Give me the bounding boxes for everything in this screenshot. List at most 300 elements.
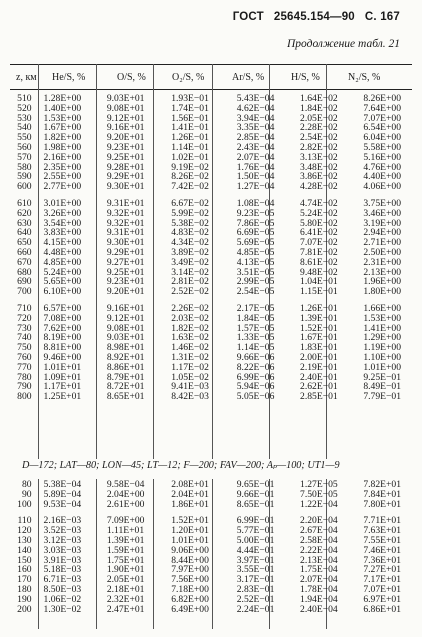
value-cell: 9.58E−04 — [106, 480, 145, 490]
value-cell: 4.74E−02 — [300, 198, 338, 209]
altitude-cell: 590 — [17, 172, 32, 183]
table-row — [0, 209, 422, 219]
value-cell: 2.13E+00 — [363, 267, 401, 278]
value-cell: 1.29E+00 — [363, 333, 401, 344]
value-cell: 7.81E−02 — [300, 247, 338, 258]
value-cell: 6.10E+00 — [43, 287, 82, 297]
value-cell: 1.05E−02 — [171, 372, 209, 383]
value-cell: 2.94E+00 — [363, 228, 401, 239]
table-row — [0, 546, 422, 556]
value-cell: 7.82E+01 — [363, 480, 401, 490]
value-cell: 9.25E+01 — [106, 267, 145, 278]
value-cell: 2.71E+00 — [363, 238, 401, 248]
value-cell: 8.22E−06 — [236, 362, 275, 373]
value-cell: 4.85E+00 — [43, 257, 82, 268]
value-cell: 1.01E+00 — [363, 362, 401, 373]
altitude-cell: 90 — [21, 489, 32, 500]
value-cell: 3.26E+00 — [43, 208, 82, 219]
value-cell: 3.52E−03 — [43, 526, 82, 536]
value-cell: 1.14E−05 — [236, 343, 275, 353]
value-cell: 7.50E−05 — [300, 489, 338, 500]
data-table-upper — [0, 94, 422, 402]
value-cell: 5.18E−03 — [43, 565, 82, 576]
value-cell: 2.07E−04 — [300, 575, 338, 585]
value-cell: 7.07E+00 — [363, 113, 401, 124]
header-number: 25645.154—90 — [273, 11, 355, 23]
table-row — [0, 123, 422, 133]
value-cell: 6.54E+00 — [363, 123, 401, 134]
altitude-cell: 670 — [17, 257, 32, 268]
value-cell: 2.81E−02 — [171, 277, 209, 288]
altitude-cell: 650 — [17, 238, 32, 248]
value-cell: 7.08E+00 — [43, 313, 82, 324]
altitude-cell: 760 — [17, 352, 32, 363]
value-cell: 1.83E−01 — [300, 343, 338, 353]
altitude-cell: 680 — [17, 267, 32, 278]
value-cell: 2.13E−04 — [300, 555, 338, 566]
table-row — [0, 565, 422, 575]
value-cell: 5.05E−06 — [236, 392, 275, 402]
table-row — [0, 353, 422, 363]
column-header-2: O/S, % — [117, 72, 146, 83]
value-cell: 8.26E+00 — [363, 94, 401, 104]
value-cell: 7.17E+01 — [363, 575, 401, 585]
altitude-cell: 600 — [17, 182, 32, 192]
altitude-cell: 620 — [17, 208, 32, 219]
table-row — [0, 153, 422, 163]
value-cell: 9.23E−05 — [236, 208, 275, 219]
value-cell: 8.72E+01 — [106, 382, 145, 393]
value-cell: 1.01E+01 — [43, 362, 82, 373]
value-cell: 1.27E−05 — [300, 480, 338, 490]
value-cell: 8.26E−02 — [171, 172, 209, 183]
altitude-cell: 200 — [17, 604, 32, 615]
table-row — [0, 343, 422, 353]
value-cell: 9.41E−03 — [171, 382, 209, 393]
value-cell: 6.57E+00 — [43, 303, 82, 314]
table-continuation: Продолжение табл. 21 — [287, 38, 400, 50]
value-cell: 1.17E+01 — [43, 382, 82, 393]
value-cell: 7.64E+00 — [363, 103, 401, 114]
value-cell: 1.94E−04 — [300, 594, 338, 605]
value-cell: 1.17E−02 — [171, 362, 209, 373]
altitude-cell: 630 — [17, 218, 32, 229]
value-cell: 2.35E+00 — [43, 162, 82, 173]
column-header-row — [0, 69, 422, 89]
value-cell: 8.61E−02 — [300, 257, 338, 268]
value-cell: 6.49E+00 — [171, 604, 209, 615]
value-cell: 9.06E+00 — [171, 545, 209, 556]
value-cell: 4.44E−01 — [236, 545, 275, 556]
value-cell: 3.51E−05 — [236, 267, 275, 278]
table-row — [0, 516, 422, 526]
value-cell: 7.56E+00 — [171, 575, 209, 585]
altitude-cell: 530 — [17, 113, 32, 124]
table-row — [0, 258, 422, 268]
value-cell: 1.22E−04 — [300, 499, 338, 510]
value-cell: 8.98E+01 — [106, 343, 145, 353]
value-cell: 1.09E+01 — [43, 372, 82, 383]
altitude-cell: 140 — [17, 545, 32, 556]
value-cell: 1.27E−04 — [236, 182, 275, 192]
value-cell: 9.25E+01 — [106, 152, 145, 163]
value-cell: 7.46E+01 — [363, 545, 401, 556]
value-cell: 1.53E+00 — [363, 313, 401, 324]
column-header-1: He/S, % — [52, 72, 86, 83]
value-cell: 1.26E−01 — [171, 133, 209, 143]
value-cell: 1.06E−02 — [43, 594, 82, 605]
table-row — [0, 363, 422, 373]
value-cell: 1.52E−01 — [300, 323, 338, 334]
value-cell: 1.52E+01 — [171, 516, 209, 527]
value-cell: 6.71E−03 — [43, 575, 82, 585]
value-cell: 2.17E−05 — [236, 303, 275, 314]
value-cell: 5.38E−04 — [43, 480, 82, 490]
value-cell: 2.54E−05 — [236, 287, 275, 297]
value-cell: 2.00E−01 — [300, 352, 338, 363]
value-cell: 1.26E−01 — [300, 303, 338, 314]
table-row — [0, 163, 422, 173]
value-cell: 3.35E−04 — [236, 123, 275, 134]
value-cell: 1.84E−02 — [300, 103, 338, 114]
value-cell: 7.80E+01 — [363, 499, 401, 510]
value-cell: 5.24E−02 — [300, 208, 338, 219]
value-cell: 1.80E+00 — [363, 287, 401, 297]
column-header-0: z, км — [16, 72, 37, 83]
altitude-cell: 750 — [17, 343, 32, 353]
value-cell: 2.54E−02 — [300, 133, 338, 143]
altitude-cell: 780 — [17, 372, 32, 383]
value-cell: 9.12E+01 — [106, 313, 145, 324]
value-cell: 5.65E+00 — [43, 277, 82, 288]
value-cell: 6.41E−02 — [300, 228, 338, 239]
value-cell: 9.48E−02 — [300, 267, 338, 278]
value-cell: 2.05E+01 — [106, 575, 145, 585]
value-cell: 1.39E−01 — [300, 313, 338, 324]
value-cell: 2.07E−04 — [236, 152, 275, 163]
table-row — [0, 500, 422, 510]
altitude-cell: 170 — [17, 575, 32, 585]
value-cell: 1.41E−01 — [171, 123, 209, 134]
value-cell: 5.16E+00 — [363, 152, 401, 163]
value-cell: 6.04E+00 — [363, 133, 401, 143]
value-cell: 8.79E+01 — [106, 372, 145, 383]
value-cell: 9.29E+01 — [106, 247, 145, 258]
table-row — [0, 333, 422, 343]
value-cell: 9.23E+01 — [106, 277, 145, 288]
value-cell: 1.75E−04 — [300, 565, 338, 576]
value-cell: 2.04E+01 — [171, 489, 209, 500]
value-cell: 7.36E+01 — [363, 555, 401, 566]
value-cell: 8.50E−03 — [43, 584, 82, 595]
value-cell: 2.16E−03 — [43, 516, 82, 527]
value-cell: 3.49E−02 — [171, 257, 209, 268]
altitude-cell: 770 — [17, 362, 32, 373]
altitude-cell: 700 — [17, 287, 32, 297]
value-cell: 8.44E+00 — [171, 555, 209, 566]
table-row — [0, 94, 422, 104]
table-row — [0, 228, 422, 238]
page-header — [223, 11, 400, 23]
value-cell: 4.83E−02 — [171, 228, 209, 239]
value-cell: 7.71E+01 — [363, 516, 401, 527]
table-row — [0, 382, 422, 392]
value-cell: 8.19E+00 — [43, 333, 82, 344]
value-cell: 7.42E−02 — [171, 182, 209, 192]
column-header-6: N₂/S, % — [348, 72, 381, 83]
value-cell: 7.27E+01 — [363, 565, 401, 576]
value-cell: 2.55E+00 — [43, 172, 82, 183]
value-cell: 4.15E+00 — [43, 238, 82, 248]
value-cell: 2.40E−04 — [300, 604, 338, 615]
header-rule — [10, 89, 412, 90]
value-cell: 6.82E+00 — [171, 594, 209, 605]
altitude-cell: 790 — [17, 382, 32, 393]
table-row — [0, 143, 422, 153]
altitude-cell: 160 — [17, 565, 32, 576]
value-cell: 8.65E+01 — [106, 392, 145, 402]
value-cell: 8.65E−01 — [236, 499, 275, 510]
value-cell: 2.67E−04 — [300, 526, 338, 536]
value-cell: 7.79E−01 — [363, 392, 401, 402]
value-cell: 9.32E+01 — [106, 218, 145, 229]
value-cell: 1.39E+01 — [106, 535, 145, 546]
value-cell: 6.97E+01 — [363, 594, 401, 605]
value-cell: 2.22E−04 — [300, 545, 338, 556]
value-cell: 7.55E+01 — [363, 535, 401, 546]
value-cell: 7.07E−02 — [300, 238, 338, 248]
value-cell: 2.43E−04 — [236, 142, 275, 153]
value-cell: 1.02E−01 — [171, 152, 209, 163]
value-cell: 9.30E+01 — [106, 182, 145, 192]
value-cell: 1.78E−04 — [300, 584, 338, 595]
altitude-cell: 130 — [17, 535, 32, 546]
value-cell: 2.85E−01 — [300, 392, 338, 402]
value-cell: 2.47E+01 — [106, 604, 145, 615]
table-row — [0, 238, 422, 248]
value-cell: 2.26E−02 — [171, 303, 209, 314]
value-cell: 9.66E−01 — [236, 489, 275, 500]
value-cell: 3.13E−02 — [300, 152, 338, 163]
value-cell: 9.28E+01 — [106, 162, 145, 173]
table-row — [0, 526, 422, 536]
value-cell: 2.18E+01 — [106, 584, 145, 595]
value-cell: 8.81E+00 — [43, 343, 82, 353]
table-row — [0, 287, 422, 297]
value-cell: 1.63E−02 — [171, 333, 209, 344]
value-cell: 3.54E+00 — [43, 218, 82, 229]
value-cell: 7.84E+01 — [363, 489, 401, 500]
value-cell: 6.99E−01 — [236, 516, 275, 527]
value-cell: 2.58E−04 — [300, 535, 338, 546]
value-cell: 3.12E−03 — [43, 535, 82, 546]
value-cell: 4.48E+00 — [43, 247, 82, 258]
value-cell: 2.28E−02 — [300, 123, 338, 134]
value-cell: 5.89E−04 — [43, 489, 82, 500]
value-cell: 4.06E+00 — [363, 182, 401, 192]
value-cell: 9.31E+01 — [106, 228, 145, 239]
value-cell: 1.56E−01 — [171, 113, 209, 124]
value-cell: 2.03E−02 — [171, 313, 209, 324]
table-row — [0, 277, 422, 287]
column-header-3: O₂/S, % — [172, 72, 205, 83]
altitude-cell: 560 — [17, 142, 32, 153]
altitude-cell: 800 — [17, 392, 32, 402]
table-row — [0, 373, 422, 383]
table-row — [0, 268, 422, 278]
value-cell: 1.67E−01 — [300, 333, 338, 344]
table-row — [0, 536, 422, 546]
value-cell: 3.55E−01 — [236, 565, 275, 576]
value-cell: 1.93E−01 — [171, 94, 209, 104]
value-cell: 1.86E+01 — [171, 499, 209, 510]
value-cell: 1.75E+01 — [106, 555, 145, 566]
value-cell: 5.58E+00 — [363, 142, 401, 153]
altitude-cell: 520 — [17, 103, 32, 114]
value-cell: 9.08E+01 — [106, 323, 145, 334]
value-cell: 1.10E+00 — [363, 352, 401, 363]
value-cell: 1.67E+00 — [43, 123, 82, 134]
value-cell: 5.24E+00 — [43, 267, 82, 278]
value-cell: 1.90E+01 — [106, 565, 145, 576]
table-row — [0, 595, 422, 605]
value-cell: 7.63E+01 — [363, 526, 401, 536]
table-row — [0, 392, 422, 402]
table-row — [0, 172, 422, 182]
value-cell: 1.33E−05 — [236, 333, 275, 344]
value-cell: 3.17E−01 — [236, 575, 275, 585]
value-cell: 9.27E+01 — [106, 257, 145, 268]
altitude-cell: 720 — [17, 313, 32, 324]
value-cell: 1.25E+01 — [43, 392, 82, 402]
value-cell: 8.92E+01 — [106, 352, 145, 363]
column-header-5: H/S, % — [291, 72, 320, 83]
value-cell: 2.40E−01 — [300, 372, 338, 383]
value-cell: 8.86E+01 — [106, 362, 145, 373]
altitude-cell: 510 — [17, 94, 32, 104]
value-cell: 7.07E+01 — [363, 584, 401, 595]
value-cell: 1.76E−04 — [236, 162, 275, 173]
altitude-cell: 100 — [17, 499, 32, 510]
value-cell: 5.80E−02 — [300, 218, 338, 229]
altitude-cell: 80 — [21, 480, 32, 490]
value-cell: 1.84E−05 — [236, 313, 275, 324]
value-cell: 2.82E−02 — [300, 142, 338, 153]
value-cell: 2.85E−04 — [236, 133, 275, 143]
value-cell: 2.04E+00 — [106, 489, 145, 500]
altitude-cell: 150 — [17, 555, 32, 566]
value-cell: 3.94E−04 — [236, 113, 275, 124]
header-page: С. 167 — [364, 11, 400, 23]
value-cell: 2.32E+01 — [106, 594, 145, 605]
value-cell: 9.08E+01 — [106, 103, 145, 114]
header-gost: ГОСТ — [232, 11, 264, 23]
value-cell: 4.76E+00 — [363, 162, 401, 173]
value-cell: 5.00E−01 — [236, 535, 275, 546]
value-cell: 9.23E+01 — [106, 142, 145, 153]
value-cell: 9.31E+01 — [106, 198, 145, 209]
value-cell: 1.14E−01 — [171, 142, 209, 153]
value-cell: 2.52E−01 — [236, 594, 275, 605]
value-cell: 3.48E−02 — [300, 162, 338, 173]
value-cell: 1.04E−01 — [300, 277, 338, 288]
value-cell: 4.62E−04 — [236, 103, 275, 114]
value-cell: 9.03E+01 — [106, 333, 145, 344]
value-cell: 4.13E−05 — [236, 257, 275, 268]
altitude-cell: 190 — [17, 594, 32, 605]
value-cell: 1.82E+00 — [43, 133, 82, 143]
value-cell: 7.86E−05 — [236, 218, 275, 229]
value-cell: 3.14E−02 — [171, 267, 209, 278]
value-cell: 1.64E−02 — [300, 94, 338, 104]
altitude-cell: 740 — [17, 333, 32, 344]
value-cell: 3.46E+00 — [363, 208, 401, 219]
value-cell: 1.08E−04 — [236, 198, 275, 209]
value-cell: 5.99E−02 — [171, 208, 209, 219]
value-cell: 3.19E+00 — [363, 218, 401, 229]
value-cell: 4.34E−02 — [171, 238, 209, 248]
altitude-cell: 690 — [17, 277, 32, 288]
table-row — [0, 133, 422, 143]
value-cell: 2.83E−01 — [236, 584, 275, 595]
block-gap — [0, 192, 422, 199]
table-top-rule — [10, 64, 412, 65]
value-cell: 2.61E+00 — [106, 499, 145, 510]
value-cell: 9.66E−06 — [236, 352, 275, 363]
value-cell: 2.19E−01 — [300, 362, 338, 373]
value-cell: 6.67E−02 — [171, 198, 209, 209]
value-cell: 9.29E+01 — [106, 172, 145, 183]
value-cell: 9.03E+01 — [106, 94, 145, 104]
altitude-cell: 180 — [17, 584, 32, 595]
value-cell: 2.31E+00 — [363, 257, 401, 268]
value-cell: 2.20E−04 — [300, 516, 338, 527]
value-cell: 1.11E+01 — [106, 526, 145, 536]
value-cell: 2.62E−01 — [300, 382, 338, 393]
table-row — [0, 605, 422, 615]
value-cell: 3.89E−02 — [171, 247, 209, 258]
value-cell: 3.75E+00 — [363, 198, 401, 209]
value-cell: 7.18E+00 — [171, 584, 209, 595]
altitude-cell: 640 — [17, 228, 32, 239]
value-cell: 9.12E+01 — [106, 113, 145, 124]
value-cell: 1.28E+00 — [43, 94, 82, 104]
table-row — [0, 480, 422, 490]
column-header-4: Ar/S, % — [232, 72, 265, 83]
value-cell: 7.09E+00 — [106, 516, 145, 527]
table-row — [0, 199, 422, 209]
value-cell: 8.49E−01 — [363, 382, 401, 393]
value-cell: 3.97E−01 — [236, 555, 275, 566]
table-row — [0, 104, 422, 114]
value-cell: 1.30E−02 — [43, 604, 82, 615]
value-cell: 3.86E−02 — [300, 172, 338, 183]
value-cell: 6.86E+01 — [363, 604, 401, 615]
table-row — [0, 556, 422, 566]
table-row — [0, 304, 422, 314]
value-cell: 6.69E−05 — [236, 228, 275, 239]
value-cell: 1.82E−02 — [171, 323, 209, 334]
altitude-cell: 660 — [17, 247, 32, 258]
value-cell: 1.74E−01 — [171, 103, 209, 114]
value-cell: 5.69E−05 — [236, 238, 275, 248]
altitude-cell: 120 — [17, 526, 32, 536]
conditions-line: D—172; LAT—80; LON—45; LT—12; F—200; FAV—200; Aₚ—100; UT1—9 — [22, 460, 340, 471]
value-cell: 4.28E−02 — [300, 182, 338, 192]
value-cell: 9.65E−01 — [236, 480, 275, 490]
value-cell: 3.01E+00 — [43, 198, 82, 209]
value-cell: 3.83E+00 — [43, 228, 82, 239]
